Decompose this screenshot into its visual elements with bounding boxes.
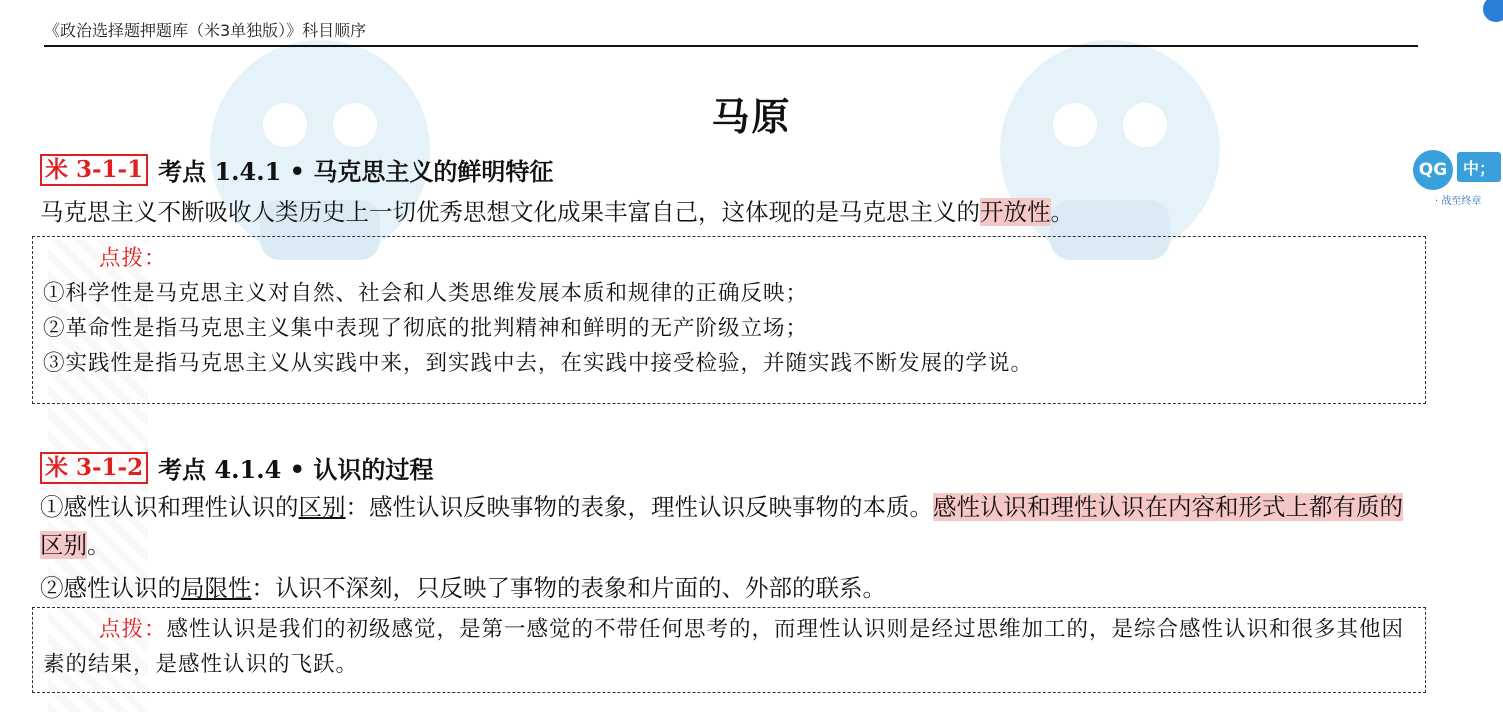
corner-dot-icon	[1483, 0, 1503, 22]
tip-box-2	[32, 607, 1426, 693]
paragraph-text: ②感性认识的	[40, 574, 181, 602]
tip-label-1: 点拨：	[99, 246, 167, 271]
paragraph-text: ①感性认识和理性认识的	[40, 493, 299, 521]
tip-text-2: 感性认识是我们的初级感觉，是第一感觉的不带任何思考的，而理性认识则是经过思维加工的，是综合感性认识和很多其他因素的结果，是感性认识的飞跃。	[43, 617, 1405, 677]
section-title-1: 考点 1.4.1 • 马克思主义的鲜明特征	[158, 157, 554, 186]
section-tag-2: 米 3-1-2	[40, 452, 148, 484]
paragraph-text-end: 。	[1050, 198, 1074, 226]
badge-label: 中；	[1457, 152, 1501, 182]
section-2-paragraph-1	[40, 488, 1425, 564]
paragraph-text: ：感性认识反映事物的表象，理性认识反映事物的本质。	[345, 493, 933, 521]
section-heading-2	[40, 450, 433, 485]
underline-text: 区别	[298, 493, 346, 521]
paragraph-text-end: 。	[87, 531, 111, 559]
section-2-paragraph-2	[40, 569, 1425, 607]
tip-line: ③实践性是指马克思主义从实践中来，到实践中去，在实践中接受检验，并随实践不断发展的学说。	[43, 351, 1034, 376]
section-title-2: 考点 4.1.4 • 认识的过程	[158, 455, 434, 484]
highlight-text: 感性认识和理性认识在内容和形式上都有质的区别	[40, 493, 1403, 559]
tip-box-1	[32, 236, 1426, 404]
page-title: 马原	[711, 95, 792, 139]
section-heading-1	[40, 152, 553, 187]
badge-subtext: · 战至终章	[1435, 196, 1482, 207]
tip-line: ②革命性是指马克思主义集中表现了彻底的批判精神和鲜明的无产阶级立场；	[43, 316, 809, 341]
section-1-paragraph	[40, 193, 1425, 231]
tip-label-2: 点拨：	[99, 617, 167, 642]
document-header: 《政治选择题押题库（米3单独版）》科目顺序	[44, 18, 1418, 47]
badge-logo-icon: QG	[1413, 150, 1453, 190]
highlight-text: 开放性	[980, 198, 1051, 226]
underline-text: 局限性	[181, 574, 252, 602]
paragraph-text: ：认识不深刻，只反映了事物的表象和片面的、外部的联系。	[251, 574, 886, 602]
tip-line: ①科学性是马克思主义对自然、社会和人类思维发展本质和规律的正确反映；	[43, 281, 809, 306]
paragraph-text: 马克思主义不断吸收人类历史上一切优秀思想文化成果丰富自己，这体现的是马克思主义的	[40, 198, 980, 226]
section-tag-1: 米 3-1-1	[40, 154, 148, 186]
